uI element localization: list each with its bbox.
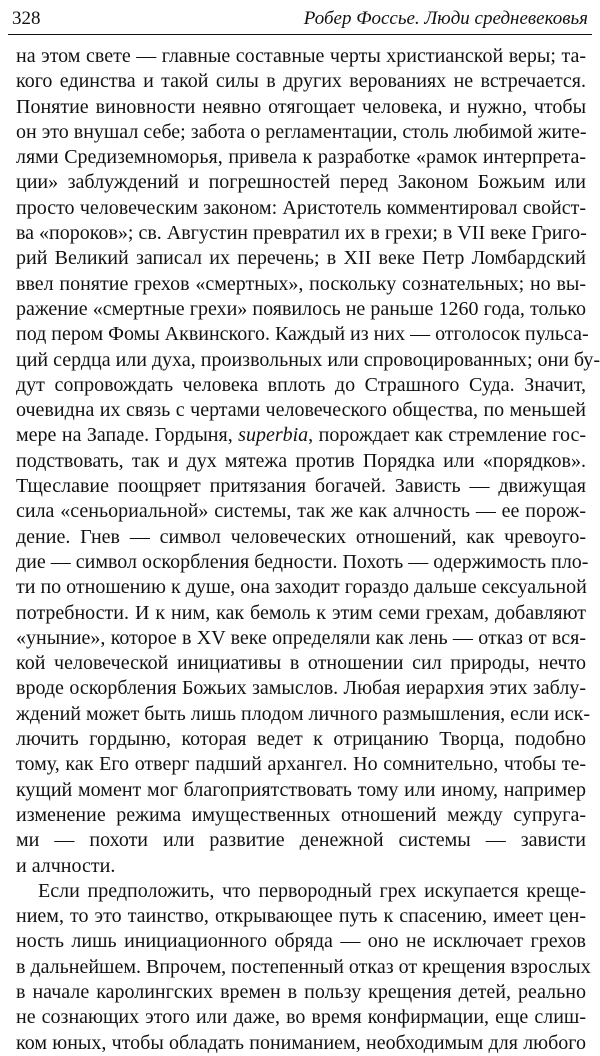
text-line: ком юных, чтобы обладать пониманием, необходимым для любого bbox=[16, 1031, 586, 1054]
text-line: дение. Гнев — символ человеческих отношений, как чревоуго- bbox=[16, 525, 586, 548]
text-line: ражение «смертные грехи» появилось не раньше 1260 года, только bbox=[16, 297, 586, 320]
text-line-with-italic bbox=[16, 423, 586, 448]
paragraph-2 bbox=[16, 879, 591, 1056]
text-line: рий Великий записал их перечень; в XII веке Петр Ломбардский bbox=[16, 247, 586, 270]
text-line: ва «пороков»; св. Августин превратил их в грехи; в VII веке Григо- bbox=[16, 222, 587, 245]
text-line: лючить гордыню, которая ведет к отрицанию Творца, подобно bbox=[16, 728, 586, 751]
text-line: ждений может быть лишь плодом личного размышления, если иск- bbox=[16, 702, 591, 725]
text-line: дут сопровождать человека вплоть до Страшного Суда. Значит, bbox=[16, 373, 586, 396]
text-line: он это внушал себе; забота о регламентации, столь любимой жите- bbox=[16, 120, 587, 143]
text-line: дие — символ оскорбления бедности. Похоть — одержимость пло- bbox=[16, 550, 589, 573]
text-line: ти по отношению к душе, она заходит гораздо дальше сексуальной bbox=[16, 576, 587, 599]
text-line: на этом свете — главные составные черты христианской веры; та- bbox=[16, 45, 586, 67]
text-line: в дальнейшем. Впрочем, постепенный отказ от крещения взрослых bbox=[16, 955, 591, 978]
text-line: подствовать, так и дух мятежа против Порядка или «порядков». bbox=[16, 449, 586, 472]
text-line: кой человеческой инициативы в отношении сил природы, нечто bbox=[16, 652, 586, 675]
text-line: тому, как Его отверг падший архангел. Но сомнительно, чтобы те- bbox=[16, 753, 586, 776]
text-line: под пером Фомы Аквинского. Каждый из них — отголосок пульса- bbox=[16, 323, 589, 346]
text-line: сила «сеньориальной» системы, так же как алчность — ее порож- bbox=[16, 500, 586, 523]
text-line: кого единства и такой силы в других верованиях не встречается. bbox=[16, 70, 586, 93]
body-text bbox=[16, 44, 600, 1056]
text-line: ввел понятие грехов «смертных», поскольку сознательных; но вы- bbox=[16, 272, 586, 295]
running-head: Робер Фоссье. Люди средневековья bbox=[303, 8, 588, 29]
italic-term: superbia bbox=[238, 424, 309, 447]
text-line: и алчности. bbox=[16, 854, 116, 877]
text-line: Понятие виновности неявно отягощает человека, и нужно, чтобы bbox=[16, 95, 586, 118]
text-segment: мере на Западе. Гордыня, bbox=[16, 424, 239, 447]
text-line: в начале каролингских времен в пользу крещения детей, реально bbox=[16, 980, 586, 1003]
text-line: «уныние», которое в XV веке определяли как лень — отказ от вся- bbox=[16, 626, 586, 649]
text-line: Если предположить, что первородный грех искупается креще- bbox=[38, 879, 586, 902]
text-segment: , порождает как стремление гос- bbox=[308, 424, 586, 447]
text-line: лями Средиземноморья, привела к разработке «рамок интерпрета- bbox=[16, 146, 586, 169]
text-line: изменение режима имущественных отношений между супруга- bbox=[16, 803, 586, 826]
text-line: очевидна их связь с чертами человеческого общества, по меньшей bbox=[16, 399, 586, 422]
page-number: 328 bbox=[12, 8, 41, 29]
text-line: вроде оскорбления Божьих замыслов. Любая иерархия этих заблу- bbox=[16, 677, 586, 700]
paragraph-1 bbox=[16, 44, 600, 879]
text-line: потребности. И к ним, как бемоль к этим семи грехам, добавляют bbox=[16, 601, 586, 624]
text-line: ность лишь инициационного обряда — оно не исключает грехов bbox=[16, 930, 586, 953]
text-line: кущий момент мог благоприятствовать тому или иному, например bbox=[16, 778, 586, 801]
header-rule bbox=[8, 34, 592, 35]
text-line: ций сердца или духа, произвольных или спровоцированных; они бу- bbox=[16, 348, 600, 371]
text-line: ции» заблуждений и погрешностей перед Законом Божьим или bbox=[16, 171, 586, 194]
text-line: ми — похоти или развитие денежной системы — зависти bbox=[16, 829, 586, 852]
text-line: нием, то это таинство, открывающее путь к спасению, имеет цен- bbox=[16, 905, 586, 928]
text-line: не сознающих этого или даже, во время конфирмации, еще слиш- bbox=[16, 1006, 586, 1029]
text-line: просто человеческим законом: Аристотель комментировал свойст- bbox=[16, 196, 586, 219]
page-header bbox=[10, 6, 590, 32]
text-line: Тщеславие поощряет притязания богачей. Зависть — движущая bbox=[16, 475, 586, 498]
